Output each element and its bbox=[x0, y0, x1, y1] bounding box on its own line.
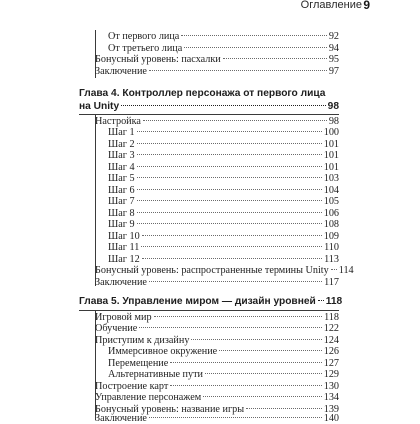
toc-entry[interactable] bbox=[95, 323, 339, 334]
toc-entry-page: 97 bbox=[328, 65, 339, 77]
dot-leader bbox=[219, 350, 322, 351]
dot-leader bbox=[137, 166, 322, 167]
toc-entry[interactable] bbox=[108, 127, 339, 138]
toc-entry-label: Иммерсивное окружение bbox=[108, 346, 218, 357]
toc-entry-label: Настройка bbox=[95, 115, 141, 127]
toc-entry-label: Бонусный уровень: название игры bbox=[95, 403, 245, 415]
toc-entry[interactable] bbox=[108, 208, 339, 219]
dot-leader bbox=[137, 223, 322, 224]
toc-entry-page: 103 bbox=[323, 173, 339, 184]
chapter-5-heading[interactable] bbox=[79, 295, 343, 308]
toc-entry-label: Шаг 10 bbox=[108, 230, 140, 242]
toc-entry-page: 101 bbox=[323, 161, 339, 173]
toc-entry-label: Бонусный уровень: пасхалки bbox=[95, 54, 221, 65]
toc-entry[interactable] bbox=[108, 219, 339, 230]
toc-entry[interactable] bbox=[108, 173, 339, 184]
toc-entry-page: 139 bbox=[323, 403, 339, 415]
toc-entry[interactable] bbox=[95, 312, 339, 323]
dot-leader bbox=[137, 212, 322, 213]
toc-entry-label: Шаг 12 bbox=[108, 253, 140, 265]
toc-entry[interactable] bbox=[95, 392, 339, 403]
dot-leader bbox=[331, 269, 337, 270]
toc-entry-page: 105 bbox=[323, 196, 339, 207]
toc-entry[interactable] bbox=[95, 54, 339, 65]
toc-entry-label: Шаг 8 bbox=[108, 207, 135, 219]
toc-entry-page: 124 bbox=[323, 334, 339, 346]
toc-entry[interactable] bbox=[108, 358, 339, 369]
dot-leader bbox=[246, 408, 322, 409]
toc-entry-label: Обучение bbox=[95, 323, 138, 334]
dot-leader bbox=[223, 58, 327, 59]
toc-entry-label: От третьего лица bbox=[108, 42, 183, 54]
toc-entry[interactable] bbox=[108, 231, 339, 242]
toc-entry-page: 109 bbox=[323, 230, 339, 242]
toc-entry-page: 110 bbox=[324, 242, 339, 253]
toc-entry-page: 101 bbox=[323, 138, 339, 150]
running-header-title: Оглавление bbox=[300, 0, 362, 11]
toc-entry-page: 98 bbox=[328, 115, 339, 127]
dot-leader bbox=[203, 396, 322, 397]
toc-entry-label: Заключение bbox=[95, 65, 147, 77]
dot-leader bbox=[137, 154, 322, 155]
toc-entry[interactable] bbox=[95, 66, 339, 77]
toc-entry[interactable] bbox=[95, 116, 339, 127]
toc-entry-page: 126 bbox=[323, 346, 339, 357]
toc-entry[interactable] bbox=[108, 43, 339, 54]
page-number: 9 bbox=[363, 0, 370, 12]
toc-entry-label: Шаг 5 bbox=[108, 173, 135, 184]
toc-entry-page: 104 bbox=[323, 184, 339, 196]
toc-entry-page: 113 bbox=[324, 253, 339, 265]
toc-entry-label: Шаг 4 bbox=[108, 161, 135, 173]
dot-leader bbox=[191, 339, 321, 340]
dot-leader bbox=[137, 131, 322, 132]
toc-entry-label: Игровой мир bbox=[95, 311, 152, 323]
toc-entry-page: 130 bbox=[323, 380, 339, 392]
dot-leader bbox=[143, 120, 327, 121]
dot-leader bbox=[149, 70, 327, 71]
toc-entry[interactable] bbox=[108, 150, 339, 161]
toc-entry-page: 100 bbox=[323, 127, 339, 138]
toc-entry[interactable] bbox=[95, 277, 339, 288]
dot-leader bbox=[141, 246, 322, 247]
section-bar bbox=[95, 114, 96, 286]
toc-entry-label: Бонусный уровень: распространенные термины Unity bbox=[95, 265, 329, 276]
toc-entry-page: 114 bbox=[338, 265, 354, 276]
chapter-4-heading[interactable] bbox=[79, 87, 339, 113]
toc-entry-page: 140 bbox=[323, 413, 339, 424]
toc-entry-page: 122 bbox=[323, 323, 339, 334]
chapter-title-continued: на Unity bbox=[79, 101, 120, 112]
dot-leader bbox=[137, 143, 322, 144]
toc-entry-label: Заключение bbox=[95, 413, 147, 424]
dot-leader bbox=[205, 373, 322, 374]
toc-entry-page: 127 bbox=[323, 357, 339, 369]
dot-leader bbox=[181, 35, 326, 36]
toc-entry-label: Заключение bbox=[95, 276, 147, 288]
toc-entry-label: Шаг 3 bbox=[108, 150, 135, 161]
toc-entry-label: Шаг 9 bbox=[108, 219, 135, 230]
toc-entry-label: От первого лица bbox=[108, 31, 180, 42]
dot-leader bbox=[137, 200, 322, 201]
toc-entry-label: Перемещение bbox=[108, 357, 169, 369]
toc-entry[interactable] bbox=[108, 31, 339, 42]
toc-entry-page: 101 bbox=[323, 150, 339, 161]
toc-entry[interactable] bbox=[108, 254, 339, 265]
toc-entry-label: Шаг 7 bbox=[108, 196, 135, 207]
toc-entry-label: Приступим к дизайну bbox=[95, 334, 190, 346]
toc-entry-page: 108 bbox=[323, 219, 339, 230]
toc-entry[interactable] bbox=[108, 139, 339, 150]
toc-entry-label: Шаг 1 bbox=[108, 127, 135, 138]
toc-entry-page: 118 bbox=[324, 311, 339, 323]
dot-leader bbox=[139, 327, 321, 328]
toc-entry[interactable] bbox=[108, 369, 339, 380]
toc-entry-label: Альтернативные пути bbox=[108, 369, 204, 380]
toc-entry[interactable] bbox=[108, 242, 339, 253]
toc-entry[interactable] bbox=[108, 185, 339, 196]
dot-leader bbox=[318, 300, 324, 301]
toc-entry-label: Шаг 2 bbox=[108, 138, 135, 150]
toc-entry-page: 106 bbox=[323, 207, 339, 219]
toc-entry[interactable] bbox=[95, 381, 339, 392]
dot-leader bbox=[137, 177, 322, 178]
toc-entry-page: 95 bbox=[328, 54, 339, 65]
toc-entry[interactable] bbox=[108, 196, 339, 207]
toc-entry-label: Шаг 6 bbox=[108, 184, 135, 196]
toc-entry-label: Шаг 11 bbox=[108, 242, 140, 253]
chapter-page: 98 bbox=[327, 101, 339, 112]
dot-leader bbox=[149, 417, 322, 418]
dot-leader bbox=[142, 235, 322, 236]
toc-entry-label: Построение карт bbox=[95, 380, 169, 392]
toc-entry[interactable] bbox=[95, 335, 339, 346]
chapter-title: Глава 5. Управление миром — дизайн уровней bbox=[79, 296, 316, 307]
toc-entry[interactable] bbox=[95, 413, 339, 424]
dot-leader bbox=[170, 362, 321, 363]
toc-entry-page: 117 bbox=[324, 276, 339, 288]
toc-entry-label: Управление персонажем bbox=[95, 392, 202, 403]
toc-entry-page: 129 bbox=[323, 369, 339, 380]
chapter-page: 118 bbox=[325, 296, 343, 307]
dot-leader bbox=[170, 385, 321, 386]
dot-leader bbox=[121, 105, 326, 106]
chapter-title: Глава 4. Контроллер персонажа от первого лица bbox=[79, 88, 326, 99]
dot-leader bbox=[142, 258, 322, 259]
dot-leader bbox=[184, 47, 327, 48]
dot-leader bbox=[137, 189, 322, 190]
toc-entry[interactable] bbox=[108, 162, 339, 173]
toc-entry-page: 92 bbox=[328, 31, 339, 42]
toc-entry[interactable] bbox=[108, 346, 339, 357]
toc-entry-page: 94 bbox=[328, 42, 339, 54]
dot-leader bbox=[154, 316, 323, 317]
dot-leader bbox=[149, 281, 322, 282]
toc-entry[interactable] bbox=[95, 265, 354, 276]
toc-entry-page: 134 bbox=[323, 392, 339, 403]
